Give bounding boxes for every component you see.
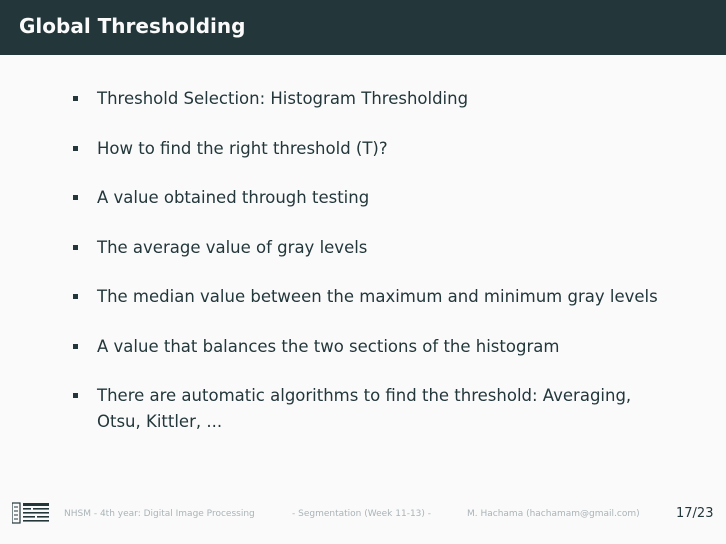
bullet-square-icon xyxy=(73,245,78,250)
bullet-square-icon xyxy=(73,96,78,101)
footer-author: M. Hachama (hachamam@gmail.com) xyxy=(467,509,640,519)
bullet-text: How to find the right threshold (T)? xyxy=(97,138,388,158)
footer-course: NHSM - 4th year: Digital Image Processing xyxy=(64,509,255,519)
bullet-text: The median value between the maximum and minimum gray levels xyxy=(97,287,658,306)
slide-title: Global Thresholding xyxy=(19,14,246,38)
bullet-item xyxy=(73,185,673,211)
bullet-list xyxy=(73,86,673,459)
bullet-text: A value obtained through testing xyxy=(97,188,370,207)
bullet-square-icon xyxy=(73,146,78,151)
bullet-item xyxy=(73,235,673,261)
bullet-item xyxy=(73,284,673,310)
slide-header xyxy=(0,0,726,55)
bullet-text: Threshold Selection: Histogram Thresholding xyxy=(97,89,469,108)
bullet-item xyxy=(73,383,673,435)
bullet-text: A value that balances the two sections of the histogram xyxy=(97,336,560,356)
bullet-item xyxy=(73,136,673,162)
page-number: 17/23 xyxy=(676,506,714,521)
bullet-item xyxy=(73,86,673,112)
bullet-square-icon xyxy=(73,393,78,398)
bullet-item xyxy=(73,334,673,360)
bullet-text: The average value of gray levels xyxy=(97,237,368,257)
institution-logo-icon xyxy=(12,500,50,526)
bullet-square-icon xyxy=(73,344,78,349)
footer-section: - Segmentation (Week 11-13) - xyxy=(292,509,432,519)
bullet-square-icon xyxy=(73,294,78,299)
bullet-text: There are automatic algorithms to find the threshold: Averaging, Otsu, Kittler, ... xyxy=(97,386,632,431)
bullet-square-icon xyxy=(73,195,78,200)
